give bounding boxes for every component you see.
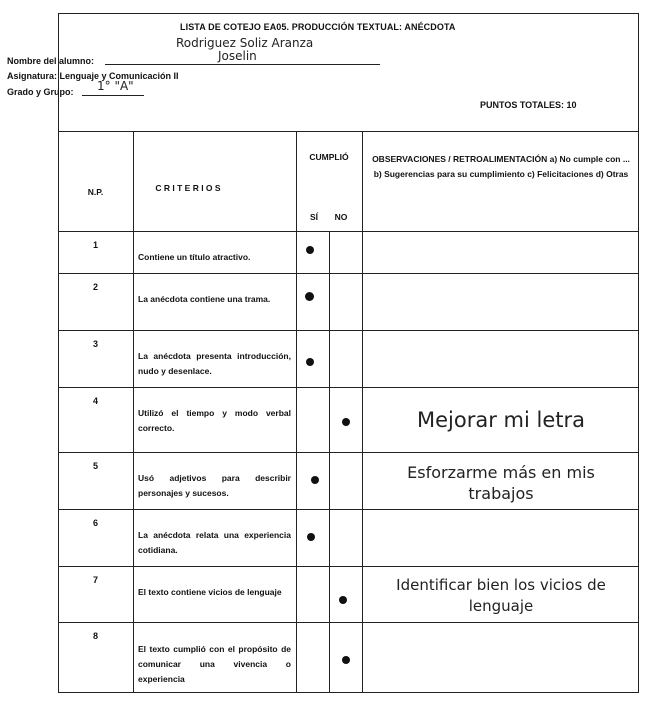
row-divider	[58, 622, 639, 623]
row-number: 8	[92, 631, 98, 641]
row-number: 3	[92, 339, 98, 349]
group-value: 1° "A"	[97, 79, 134, 93]
check-mark-no	[342, 656, 350, 664]
group-label: Grado y Grupo:	[7, 87, 74, 97]
header-criteria: C R I T E R I O S	[155, 183, 221, 193]
check-mark-no	[342, 418, 350, 426]
row-divider	[58, 452, 639, 453]
student-name-line2: Joselin	[218, 49, 257, 63]
check-mark-si	[306, 358, 314, 366]
row-number: 2	[92, 282, 98, 292]
group-underline	[82, 95, 144, 96]
observation-text: Esforzarme más en mis trabajos	[407, 463, 595, 503]
row-divider	[58, 387, 639, 388]
criterion-text: La anécdota relata una experiencia cotidiana.	[138, 530, 291, 555]
header-si: SÍ	[309, 212, 319, 222]
observation-text: Identificar bien los vicios de lenguaje	[396, 576, 606, 615]
criterion-text: La anécdota presenta introducción, nudo y desenlace.	[138, 351, 291, 376]
row-divider	[58, 273, 639, 274]
header-no: NO	[334, 212, 348, 222]
criterion-text: Utilizó el tiempo y modo verbal correcto.	[138, 408, 291, 433]
col-divider	[329, 231, 330, 693]
check-mark-si	[307, 533, 315, 541]
row-divider	[58, 330, 639, 331]
row-number: 1	[92, 240, 98, 250]
row-number: 6	[92, 518, 98, 528]
subject-label: Asignatura: Lenguaje y Comunicación II	[7, 71, 179, 81]
student-name-underline	[105, 64, 380, 65]
row-divider	[58, 231, 639, 232]
row-number: 7	[92, 575, 98, 585]
row-number: 4	[92, 396, 98, 406]
check-mark-si	[306, 246, 314, 254]
check-mark-no	[339, 596, 347, 604]
criterion-text: La anécdota contiene una trama.	[138, 294, 271, 304]
header-np: N.P.	[87, 187, 104, 197]
header-observaciones: OBSERVACIONES / RETROALIMENTACIÓN a) No cumple con ... b) Sugerencias para su cumplimiento c) Felicitaciones d) Otras	[372, 154, 630, 179]
table-top-border	[58, 131, 639, 132]
row-number: 5	[92, 461, 98, 471]
col-divider	[296, 131, 297, 693]
row-divider	[58, 566, 639, 567]
check-mark-si	[305, 292, 314, 301]
criterion-text: Usó adjetivos para describir personajes y sucesos.	[138, 473, 291, 498]
criterion-text: El texto cumplió con el propósito de comunicar una vivencia o experiencia	[138, 644, 291, 684]
criterion-text: Contiene un título atractivo.	[138, 252, 251, 262]
student-name-line1: Rodriguez Soliz Aranza	[176, 36, 314, 50]
document-title: LISTA DE COTEJO EA05. PRODUCCIÓN TEXTUAL: ANÉCDOTA	[180, 22, 456, 32]
col-divider	[133, 131, 134, 693]
student-name-label: Nombre del alumno:	[7, 56, 95, 66]
header-cumplio: CUMPLIÓ	[309, 152, 349, 162]
observation-text: Mejorar mi letra	[417, 408, 585, 432]
check-mark-si	[311, 476, 319, 484]
row-divider	[58, 509, 639, 510]
criterion-text: El texto contiene vicios de lenguaje	[138, 587, 282, 597]
total-points: PUNTOS TOTALES: 10	[480, 100, 577, 110]
